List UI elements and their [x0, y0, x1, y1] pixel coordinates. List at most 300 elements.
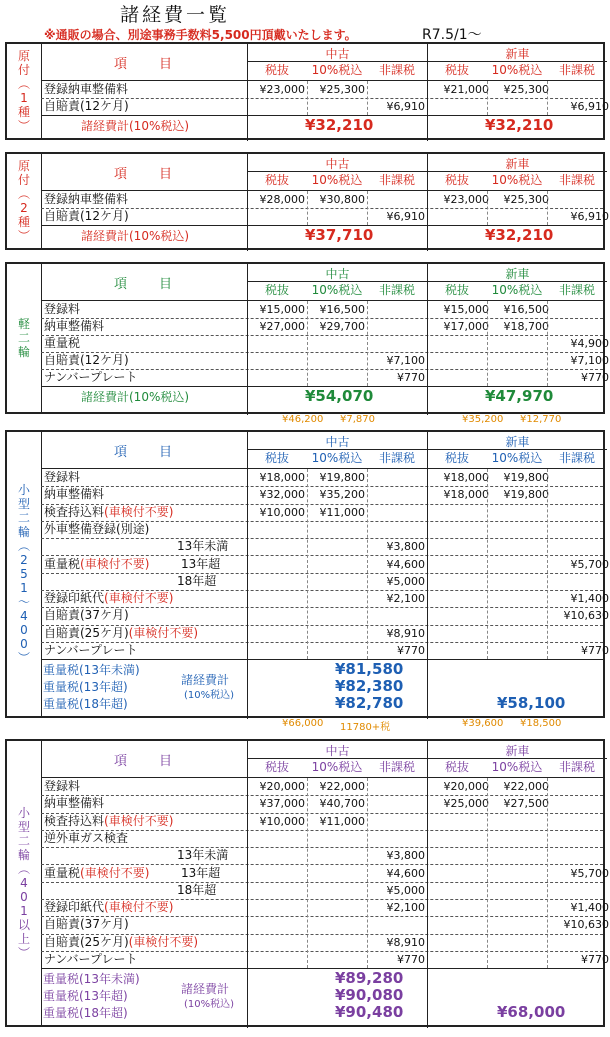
- group-divider: [427, 81, 428, 115]
- s3-section: [5, 262, 609, 414]
- table-row: [41, 899, 609, 917]
- weight-tax-total-value: ¥90,080: [335, 986, 404, 1005]
- row-label: [44, 899, 173, 916]
- rows-container: [41, 81, 609, 115]
- section-side-label: [7, 264, 42, 412]
- table-row: [41, 813, 603, 831]
- group-divider: [427, 969, 428, 1028]
- subtotal-note: ¥18,500: [520, 718, 562, 729]
- item-header: 項 目: [113, 753, 174, 769]
- group-divider: [247, 226, 248, 251]
- cell-n1: ¥18,000: [443, 488, 489, 502]
- cell-n2: ¥19,800: [503, 471, 549, 484]
- table-row: [41, 486, 603, 504]
- used-label: 中古: [248, 45, 427, 62]
- ex-tax-col-header: 税抜: [264, 451, 289, 465]
- ex-tax-col-header: 税抜: [444, 451, 469, 465]
- cell-n3: ¥770: [581, 644, 609, 657]
- table-header: [41, 432, 603, 469]
- new-label: 新車: [428, 433, 607, 450]
- subtotal-note: 11780+税: [340, 722, 391, 733]
- row-label: [44, 830, 128, 847]
- cell-u3: ¥3,800: [386, 849, 425, 863]
- new-group-header: [427, 264, 607, 300]
- new-label: 新車: [428, 265, 607, 282]
- non-tax-col-header: 非課税: [378, 451, 415, 465]
- in-tax-col-header: 10%税込: [311, 63, 363, 77]
- item-header: 項 目: [113, 276, 174, 292]
- non-tax-col-header: 非課税: [378, 760, 415, 774]
- row-label-text: 登録料: [44, 779, 81, 793]
- totals-row: [41, 115, 603, 141]
- cell-u3: ¥2,100: [386, 592, 425, 606]
- inspection-note: (車検付不要): [128, 625, 199, 640]
- cell-u3: ¥5,000: [386, 883, 425, 897]
- subtotal-note: ¥46,200: [282, 414, 324, 425]
- total-used-value: ¥54,070: [305, 387, 374, 405]
- side-char: 2: [20, 201, 28, 215]
- cell-u3: ¥770: [397, 371, 425, 384]
- cell-n1: ¥15,000: [443, 303, 489, 316]
- column-divider: [307, 469, 308, 659]
- ex-tax-col-header: 税抜: [264, 760, 289, 774]
- column-divider: [307, 301, 308, 386]
- side-char: 1: [20, 91, 28, 105]
- row-label: [44, 352, 129, 369]
- row-label: [44, 469, 80, 486]
- section-side-label: [7, 741, 42, 1025]
- side-char: ︶: [17, 229, 30, 243]
- weight-tax-total-label: 重量税(18年超): [43, 1006, 128, 1021]
- row-label-text: 自賠責(37ケ月): [44, 608, 129, 623]
- row-label-text: 逆外車ガス検査: [44, 830, 129, 845]
- group-divider: [427, 301, 428, 386]
- row-label: [44, 642, 137, 659]
- totals-row: [41, 659, 603, 719]
- table-row: [41, 590, 609, 608]
- item-header: 項 目: [113, 56, 174, 72]
- row-label: [44, 335, 80, 352]
- group-divider: [247, 81, 248, 115]
- subtotal-note: ¥12,770: [520, 414, 562, 425]
- row-label: [44, 951, 137, 968]
- cell-u3: ¥8,910: [386, 935, 425, 949]
- total-new-value: ¥47,970: [485, 387, 554, 405]
- table-row: [41, 208, 609, 226]
- side-char: 輪: [17, 848, 30, 862]
- side-char: 型: [17, 497, 30, 511]
- in-tax-col-header: 10%税込: [491, 63, 543, 77]
- inspection-note: (車検付不要): [104, 900, 174, 915]
- ex-tax-col-header: 税抜: [444, 173, 469, 187]
- column-divider: [487, 778, 488, 968]
- rows-container: [41, 301, 609, 386]
- side-char: 種: [17, 105, 30, 119]
- column-divider: [367, 778, 368, 968]
- cell-u3: ¥8,910: [386, 626, 425, 640]
- total-summary-note: (10%税込): [184, 999, 235, 1011]
- cell-n3: ¥1,400: [570, 901, 609, 915]
- used-label: 中古: [248, 742, 427, 759]
- row-label-text: 納車整備料: [44, 487, 105, 502]
- rows-container: [41, 191, 609, 225]
- section-side-label: [7, 154, 42, 248]
- side-char: 付: [17, 63, 30, 77]
- inspection-note: (車検付不要): [80, 556, 150, 571]
- used-label: 中古: [248, 155, 427, 172]
- column-divider: [367, 301, 368, 386]
- item-header: 項 目: [113, 166, 174, 182]
- side-char: 0: [20, 637, 28, 651]
- cell-n3: ¥5,700: [570, 557, 609, 571]
- table-row: [41, 607, 609, 625]
- ex-tax-col-header: 税抜: [264, 63, 289, 77]
- row-label-text: 検査持込料: [44, 813, 105, 828]
- group-divider: [427, 191, 428, 225]
- weight-tax-total-label: 重量税(18年超): [43, 697, 128, 712]
- row-sublabel: 18年超: [177, 573, 217, 588]
- cell-u3: ¥4,600: [386, 557, 425, 571]
- row-label: [44, 607, 129, 624]
- used-label: 中古: [248, 433, 427, 450]
- cell-n2: ¥18,700: [503, 320, 549, 333]
- ex-tax-col-header: 税抜: [444, 63, 469, 77]
- cell-u1: ¥32,000: [259, 488, 305, 502]
- section-side-label: [7, 432, 42, 716]
- table-row: [41, 98, 609, 116]
- total-summary-label: 諸経費計: [181, 673, 230, 688]
- cell-u3: ¥770: [397, 953, 425, 966]
- row-label: [44, 521, 149, 538]
- effective-date: R7.5/1〜: [422, 27, 482, 43]
- non-tax-col-header: 非課税: [378, 173, 415, 187]
- rows-container: [41, 778, 609, 968]
- cell-n2: ¥19,800: [503, 488, 549, 502]
- weight-tax-total-label: 重量税(13年未満): [43, 663, 140, 678]
- cell-u3: ¥770: [397, 644, 425, 657]
- cell-u1: ¥23,000: [259, 83, 305, 96]
- cell-u1: ¥37,000: [259, 797, 305, 811]
- cell-n2: ¥25,300: [503, 83, 549, 96]
- cell-u3: ¥7,100: [386, 354, 425, 367]
- cell-u1: ¥15,000: [259, 303, 305, 316]
- total-label: 諸経費計(10%税込): [81, 229, 190, 243]
- cell-u2: ¥11,000: [319, 505, 365, 519]
- totals-row: [41, 386, 603, 415]
- table-row: [41, 625, 603, 643]
- table-row: [41, 318, 603, 336]
- row-label: [44, 625, 198, 642]
- group-divider: [427, 469, 428, 659]
- group-divider: [247, 116, 248, 141]
- column-divider: [487, 469, 488, 659]
- total-label: 諸経費計(10%税込): [81, 390, 190, 404]
- row-label-text: 重量税: [44, 865, 81, 880]
- in-tax-col-header: 10%税込: [311, 283, 363, 297]
- side-char: 小: [17, 806, 30, 820]
- weight-tax-total-value: ¥82,780: [335, 694, 404, 713]
- table-row: [41, 191, 603, 209]
- subtotal-note: ¥39,600: [462, 718, 504, 729]
- cell-n2: ¥25,300: [503, 193, 549, 206]
- weight-tax-total-label: 重量税(13年超): [43, 989, 128, 1004]
- side-char: 0: [20, 623, 28, 637]
- side-char: 4: [20, 609, 28, 623]
- side-char: 1: [20, 581, 28, 595]
- table-row: [41, 81, 603, 99]
- row-label: [44, 208, 129, 225]
- weight-tax-total-value: ¥89,280: [335, 969, 404, 988]
- cell-u1: ¥20,000: [259, 780, 305, 793]
- row-label: [44, 98, 129, 115]
- row-label: [44, 813, 173, 830]
- total-new-value: ¥32,210: [485, 116, 554, 134]
- inspection-note: (車検付不要): [80, 865, 150, 880]
- side-char: 型: [17, 820, 30, 834]
- column-divider: [547, 301, 548, 386]
- weight-tax-total-label: 重量税(13年超): [43, 680, 128, 695]
- non-tax-col-header: 非課税: [378, 283, 415, 297]
- s5-section: [5, 739, 609, 1027]
- row-label: [44, 556, 149, 573]
- row-label-text: 登録料: [44, 302, 81, 316]
- cell-u2: ¥25,300: [319, 83, 365, 96]
- side-char: 2: [20, 553, 28, 567]
- weight-tax-total-label: 重量税(13年未満): [43, 972, 140, 987]
- side-char: 0: [20, 890, 28, 904]
- cell-u1: ¥10,000: [259, 814, 305, 828]
- row-sublabel: 13年超: [181, 865, 221, 880]
- row-label-text: 検査持込料: [44, 504, 105, 519]
- side-char: 二: [17, 834, 30, 848]
- cell-n2: ¥22,000: [503, 780, 549, 793]
- used-group-header: [247, 264, 427, 300]
- table-row: [41, 916, 609, 934]
- cell-n3: ¥1,400: [570, 592, 609, 606]
- cell-u3: ¥6,910: [386, 210, 425, 223]
- group-divider: [427, 226, 428, 251]
- table-row: [41, 504, 603, 522]
- weight-tax-total-value: ¥82,380: [335, 677, 404, 696]
- group-divider: [247, 778, 248, 968]
- side-char: 以: [17, 918, 30, 932]
- s1-section: [5, 42, 609, 140]
- page-title: 諸経費一覧: [120, 4, 231, 26]
- cell-u1: ¥27,000: [259, 320, 305, 333]
- side-char: ︵: [17, 77, 30, 91]
- side-char: ︶: [17, 651, 30, 665]
- cell-n3: ¥7,100: [570, 354, 609, 367]
- non-tax-col-header: 非課税: [558, 451, 595, 465]
- used-group-header: [247, 44, 427, 80]
- group-divider: [247, 387, 248, 415]
- table-row: [41, 934, 603, 952]
- row-label-text: 自賠責(25ケ月): [44, 625, 129, 640]
- cell-n1: ¥20,000: [443, 780, 489, 793]
- side-char: ︵: [17, 862, 30, 876]
- total-summary-label: 諸経費計: [181, 982, 230, 997]
- cell-n3: ¥770: [581, 953, 609, 966]
- row-label-text: 登録印紙代: [44, 591, 105, 606]
- group-divider: [427, 387, 428, 415]
- side-char: 輪: [17, 525, 30, 539]
- cell-u3: ¥4,600: [386, 866, 425, 880]
- cell-n1: ¥18,000: [443, 471, 489, 484]
- table-row: [41, 538, 603, 556]
- side-char: 種: [17, 215, 30, 229]
- item-header: 項 目: [113, 444, 174, 460]
- rows-container: [41, 469, 609, 659]
- table-row: [41, 469, 603, 487]
- cell-n3: ¥770: [581, 371, 609, 384]
- used-group-header: [247, 154, 427, 190]
- totals-row: [41, 968, 603, 1028]
- ex-tax-col-header: 税抜: [444, 760, 469, 774]
- row-label: [44, 369, 137, 386]
- table-row: [41, 847, 603, 865]
- table-row: [41, 830, 603, 848]
- row-label-text: 自賠責(12ケ月): [44, 99, 129, 113]
- side-char: 5: [20, 567, 28, 581]
- column-divider: [547, 81, 548, 115]
- table-header: [41, 264, 603, 301]
- side-char: 付: [17, 173, 30, 187]
- subtotal-note: ¥35,200: [462, 414, 504, 425]
- column-divider: [487, 81, 488, 115]
- inspection-note: (車検付不要): [128, 934, 199, 949]
- column-divider: [307, 191, 308, 225]
- row-label: [44, 301, 80, 318]
- row-label-text: 自賠責(12ケ月): [44, 209, 129, 223]
- new-group-header: [427, 44, 607, 80]
- in-tax-col-header: 10%税込: [311, 760, 363, 774]
- row-label: [44, 778, 80, 795]
- total-used-value: ¥37,710: [305, 226, 374, 244]
- section-side-label: [7, 44, 42, 138]
- row-label-text: 納車整備料: [44, 796, 105, 811]
- side-char: 小: [17, 483, 30, 497]
- total-used-value: ¥32,210: [305, 116, 374, 134]
- side-char: ︶: [17, 946, 30, 960]
- row-label-text: 納車整備料: [44, 319, 105, 333]
- column-divider: [547, 778, 548, 968]
- side-char: 輪: [17, 345, 30, 359]
- column-divider: [547, 469, 548, 659]
- table-row: [41, 778, 603, 796]
- table-row: [41, 352, 609, 370]
- side-char: 上: [17, 932, 30, 946]
- side-char: 二: [17, 511, 30, 525]
- cell-u3: ¥3,800: [386, 540, 425, 554]
- row-label: [44, 590, 173, 607]
- row-label-text: 自賠責(12ケ月): [44, 353, 129, 367]
- in-tax-col-header: 10%税込: [491, 283, 543, 297]
- group-divider: [427, 116, 428, 141]
- cell-n2: ¥27,500: [503, 797, 549, 811]
- cell-n1: ¥17,000: [443, 320, 489, 333]
- notice-text: ※通販の場合、別途事務手数料5,500円頂戴いたします。: [44, 28, 357, 42]
- in-tax-col-header: 10%税込: [491, 173, 543, 187]
- cell-n3: ¥4,900: [570, 337, 609, 350]
- side-char: ︵: [17, 187, 30, 201]
- in-tax-col-header: 10%税込: [311, 173, 363, 187]
- table-row: [41, 865, 609, 883]
- cell-u3: ¥2,100: [386, 901, 425, 915]
- row-label: [44, 916, 129, 933]
- new-label: 新車: [428, 155, 607, 172]
- row-sublabel: 13年未満: [177, 848, 229, 863]
- table-row: [41, 642, 609, 660]
- row-label-text: 登録印紙代: [44, 900, 105, 915]
- row-label: [44, 934, 198, 951]
- side-char: ︵: [17, 539, 30, 553]
- table-row: [41, 521, 603, 539]
- table-header: [41, 741, 603, 778]
- ex-tax-col-header: 税抜: [264, 283, 289, 297]
- group-divider: [247, 469, 248, 659]
- non-tax-col-header: 非課税: [558, 760, 595, 774]
- non-tax-col-header: 非課税: [558, 63, 595, 77]
- group-divider: [427, 660, 428, 719]
- row-label: [44, 865, 149, 882]
- row-label: [44, 81, 128, 98]
- ex-tax-col-header: 税抜: [444, 283, 469, 297]
- s2-section: [5, 152, 609, 250]
- column-divider: [307, 81, 308, 115]
- cell-n3: ¥10,630: [563, 918, 609, 932]
- total-new-value: ¥58,100: [497, 694, 566, 713]
- total-new-value: ¥68,000: [497, 1003, 566, 1022]
- new-group-header: [427, 154, 607, 190]
- total-label: 諸経費計(10%税込): [81, 119, 190, 133]
- used-group-header: [247, 741, 427, 777]
- cell-u2: ¥29,700: [319, 320, 365, 333]
- cell-n3: ¥6,910: [570, 100, 609, 113]
- row-label-text: 登録納車整備料: [44, 192, 129, 206]
- cell-u2: ¥35,200: [319, 488, 365, 502]
- new-label: 新車: [428, 45, 607, 62]
- cell-u3: ¥6,910: [386, 100, 425, 113]
- group-divider: [247, 191, 248, 225]
- table-row: [41, 951, 609, 969]
- column-divider: [487, 301, 488, 386]
- row-label-text: 登録料: [44, 470, 81, 484]
- table-row: [41, 369, 609, 387]
- side-char: 二: [17, 331, 30, 345]
- non-tax-col-header: 非課税: [558, 283, 595, 297]
- totals-row: [41, 225, 603, 251]
- cell-n1: ¥21,000: [443, 83, 489, 96]
- row-sublabel: 13年未満: [177, 539, 229, 554]
- side-char: 〜: [17, 595, 30, 609]
- non-tax-col-header: 非課税: [558, 173, 595, 187]
- cell-n3: ¥6,910: [570, 210, 609, 223]
- group-divider: [247, 301, 248, 386]
- cell-n3: ¥10,630: [563, 609, 609, 623]
- used-label: 中古: [248, 265, 427, 282]
- subtotal-note: ¥66,000: [282, 718, 324, 729]
- row-label-text: 自賠責(25ケ月): [44, 934, 129, 949]
- row-label-text: 登録納車整備料: [44, 82, 129, 96]
- table-row: [41, 301, 603, 319]
- inspection-note: (車検付不要): [104, 504, 174, 519]
- cell-u1: ¥18,000: [259, 471, 305, 484]
- cell-n1: ¥25,000: [443, 797, 489, 811]
- total-new-value: ¥32,210: [485, 226, 554, 244]
- group-divider: [247, 969, 248, 1028]
- row-sublabel: 18年超: [177, 882, 217, 897]
- in-tax-col-header: 10%税込: [491, 451, 543, 465]
